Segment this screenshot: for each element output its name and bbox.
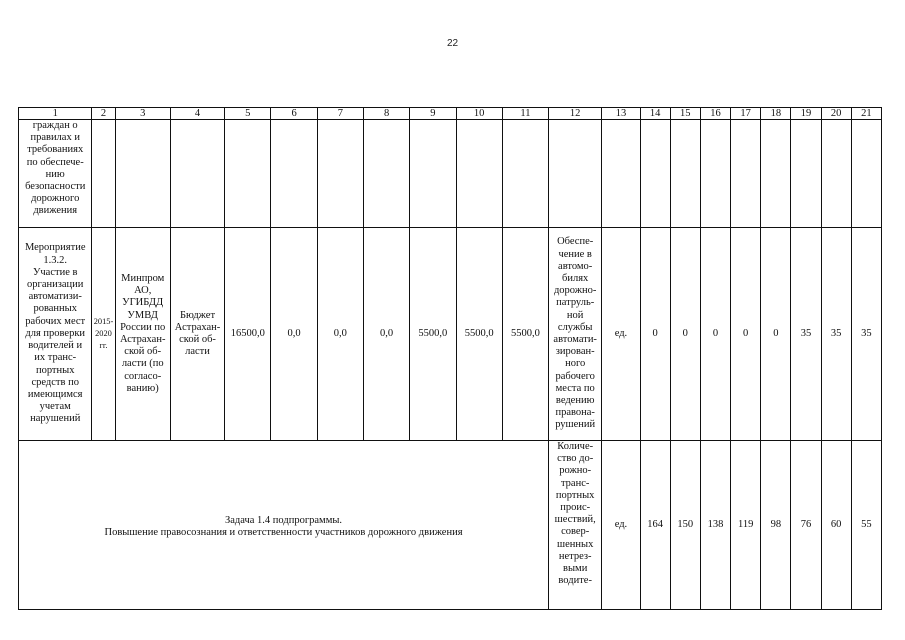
empty-cell [92, 120, 115, 228]
task-title-cell [19, 441, 549, 610]
empty-cell [640, 120, 670, 228]
table-row-task-1-4 [19, 441, 882, 610]
unit-cell: ед. [602, 228, 640, 441]
table-row-continued [19, 120, 882, 228]
column-number: 12 [549, 108, 602, 120]
indicator-value-cell: 0 [670, 228, 700, 441]
funding-year-cell: 5500,0 [456, 228, 502, 441]
indicator-value-cell: 0 [640, 228, 670, 441]
page-number: 22 [446, 38, 459, 49]
empty-cell [170, 120, 224, 228]
column-number: 11 [502, 108, 548, 120]
column-number: 14 [640, 108, 670, 120]
empty-cell [363, 120, 409, 228]
column-number: 18 [761, 108, 791, 120]
indicator-value-cell: 138 [700, 441, 730, 610]
column-number: 8 [363, 108, 409, 120]
unit-cell: ед. [602, 441, 640, 610]
indicator-value-cell: 119 [731, 441, 761, 610]
empty-cell [602, 120, 640, 228]
indicator-value-cell: 0 [761, 228, 791, 441]
column-number: 7 [317, 108, 363, 120]
measure-description-continued: граждан о правилах и требованиях по обеспече- нию безопасности дорожного движения [19, 120, 92, 228]
funding-year-cell: 0,0 [271, 228, 317, 441]
indicator-value-cell: 55 [851, 441, 881, 610]
empty-cell [851, 120, 881, 228]
empty-cell [670, 120, 700, 228]
empty-cell [225, 120, 271, 228]
period-cell: 2015- 2020 гг. [92, 228, 115, 441]
column-number: 6 [271, 108, 317, 120]
empty-cell [271, 120, 317, 228]
task-title-line1: Задача 1.4 подпрограммы. [224, 514, 343, 526]
empty-cell [549, 120, 602, 228]
task-title-line2: Повышение правосознания и ответственности участников дорожного движения [104, 527, 463, 538]
empty-cell [456, 120, 502, 228]
column-number-row [19, 108, 882, 120]
indicator-value-cell: 164 [640, 441, 670, 610]
indicator-value-cell: 0 [731, 228, 761, 441]
column-number: 17 [731, 108, 761, 120]
program-table [18, 107, 882, 610]
column-number: 4 [170, 108, 224, 120]
column-number: 16 [700, 108, 730, 120]
empty-cell [761, 120, 791, 228]
empty-cell [410, 120, 456, 228]
empty-cell [115, 120, 170, 228]
funding-year-cell: 0,0 [363, 228, 409, 441]
indicator-description: Обеспе- чение в автомо- билях дорожно- патруль- ной службы автомати- зирован- ного рабочего места по ведению правона- рушений [549, 228, 602, 441]
funding-year-cell: 5500,0 [502, 228, 548, 441]
indicator-value-cell: 60 [821, 441, 851, 610]
indicator-value-cell: 150 [670, 441, 700, 610]
indicator-value-cell: 35 [821, 228, 851, 441]
empty-cell [791, 120, 821, 228]
table-row-measure-1-3-2 [19, 228, 882, 441]
empty-cell [700, 120, 730, 228]
empty-cell [317, 120, 363, 228]
column-number: 2 [92, 108, 115, 120]
column-number: 9 [410, 108, 456, 120]
funding-year-cell: 5500,0 [410, 228, 456, 441]
column-number: 1 [19, 108, 92, 120]
executor-cell: Минпром АО, УГИБДД УМВД России по Астрахан- ской об- ласти (по согласо- ванию) [115, 228, 170, 441]
column-number: 20 [821, 108, 851, 120]
column-number: 5 [225, 108, 271, 120]
indicator-value-cell: 35 [791, 228, 821, 441]
column-number: 19 [791, 108, 821, 120]
empty-cell [502, 120, 548, 228]
indicator-value-cell: 76 [791, 441, 821, 610]
column-number: 13 [602, 108, 640, 120]
empty-cell [821, 120, 851, 228]
column-number: 15 [670, 108, 700, 120]
indicator-value-cell: 35 [851, 228, 881, 441]
column-number: 10 [456, 108, 502, 120]
column-number: 3 [115, 108, 170, 120]
measure-description: Мероприятие 1.3.2. Участие в организации автоматизи- рованных рабочих мест для проверки водителей и их транс- портных средств по имеющимся учетам нарушений [19, 228, 92, 441]
total-funding-cell: 16500,0 [225, 228, 271, 441]
funding-source-cell: Бюджет Астрахан- ской об- ласти [170, 228, 224, 441]
empty-cell [731, 120, 761, 228]
funding-year-cell: 0,0 [317, 228, 363, 441]
indicator-value-cell: 0 [700, 228, 730, 441]
indicator-value-cell: 98 [761, 441, 791, 610]
column-number: 21 [851, 108, 881, 120]
indicator-description: Количе- ство до- рожно- транс- портных проис- шествий, совер- шенных нетрез- выми водите- [549, 441, 602, 610]
